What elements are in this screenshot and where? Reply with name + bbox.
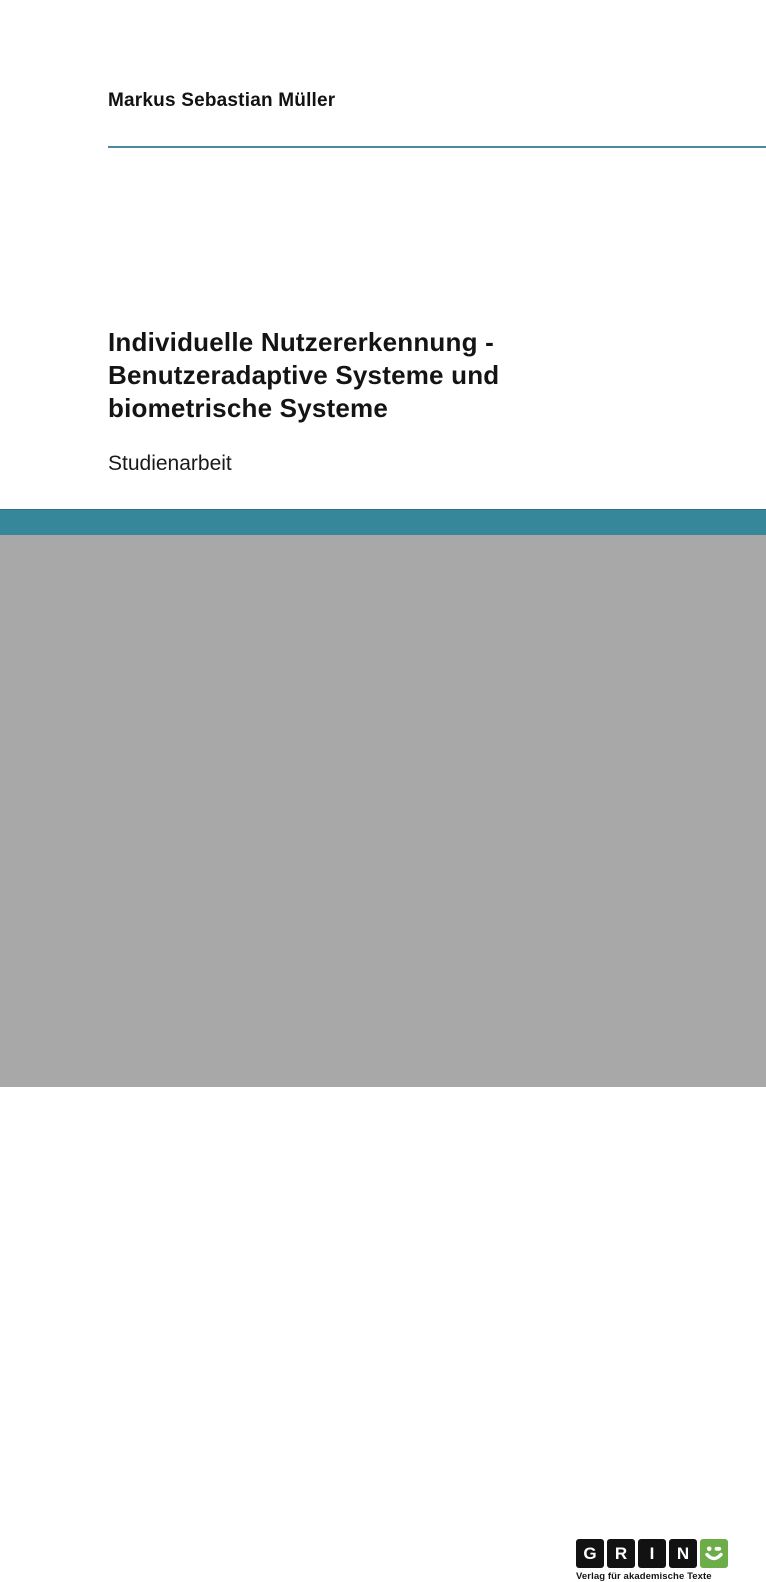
logo-letter-n: N xyxy=(669,1539,697,1568)
logo-letter-i: I xyxy=(638,1539,666,1568)
title-line-3: biometrische Systeme xyxy=(108,393,389,423)
subtitle: Studienarbeit xyxy=(108,452,232,475)
smiley-wink-icon xyxy=(700,1539,728,1568)
logo-tagline: Verlag für akademische Texte xyxy=(576,1571,712,1582)
logo-letter-r: R xyxy=(607,1539,635,1568)
cover-lower-area xyxy=(0,535,766,1582)
title-line-1: Individuelle Nutzererkennung - xyxy=(108,327,494,357)
title-line-2: Benutzeradaptive Systeme und xyxy=(108,360,500,390)
author-name: Markus Sebastian Müller xyxy=(108,90,336,111)
grin-logo xyxy=(576,1539,728,1582)
divider-line xyxy=(108,146,766,148)
logo-letter-g: G xyxy=(576,1539,604,1568)
book-title xyxy=(108,326,668,425)
logo-letter-tiles xyxy=(576,1539,728,1568)
accent-bar xyxy=(0,509,766,535)
